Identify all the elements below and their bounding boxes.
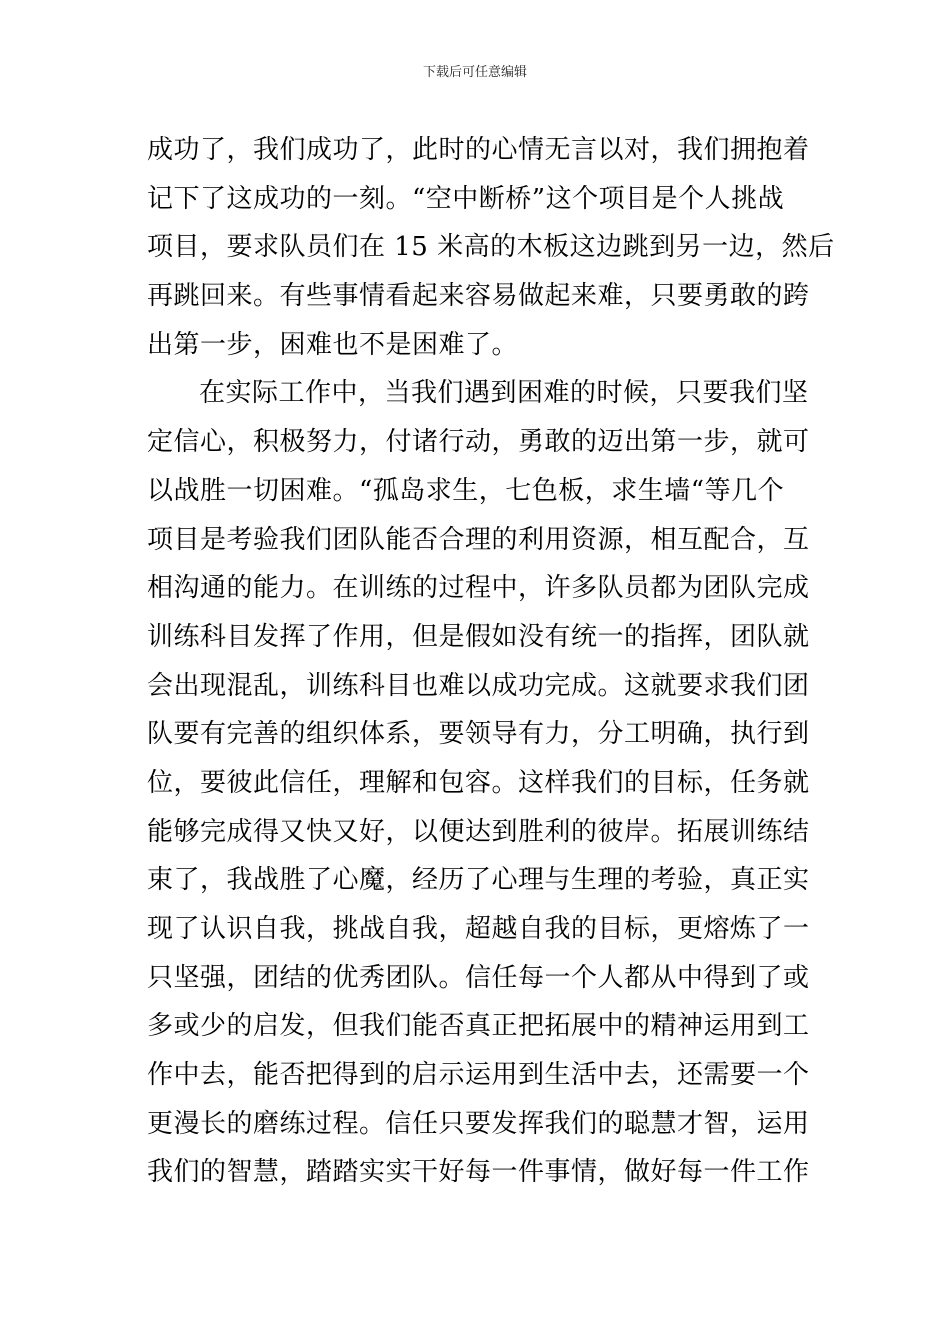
text-line: 位，要彼此信任，理解和包容。这样我们的目标，任务就 xyxy=(147,767,810,798)
text-line: 束了，我战胜了心魔，经历了心理与生理的考验，真正实 xyxy=(147,865,810,896)
text-line: 以战胜一切困难。“孤岛求生，七色板，求生墙“等几个 xyxy=(147,475,785,506)
text-line: 只坚强，团结的优秀团队。信任每一个人都从中得到了或 xyxy=(147,962,810,993)
text-line: 成功了，我们成功了，此时的心情无言以对，我们拥抱着 xyxy=(147,135,810,165)
text-line: 项目是考验我们团队能否合理的利用资源，相互配合，互 xyxy=(147,524,810,555)
text-line: 多或少的启发，但我们能否真正把拓展中的精神运用到工 xyxy=(147,1011,810,1042)
paragraph-1 xyxy=(147,126,835,369)
text-line: 队要有完善的组织体系，要领导有力，分工明确，执行到 xyxy=(147,719,810,750)
text-line: 能够完成得又快又好，以便达到胜利的彼岸。拓展训练结 xyxy=(147,816,810,847)
text-line: 训练科目发挥了作用，但是假如没有统一的指挥，团队就 xyxy=(147,621,810,652)
page-header: 下载后可任意编辑 xyxy=(422,65,527,80)
text-line: 更漫长的磨练过程。信任只要发挥我们的聪慧才智，运用 xyxy=(147,1108,810,1139)
document-body xyxy=(147,126,835,1197)
text-line: 会出现混乱，训练科目也难以成功完成。这就要求我们团 xyxy=(147,670,810,701)
text-line: 再跳回来。有些事情看起来容易做起来难，只要勇敢的跨 xyxy=(147,281,810,312)
text-line: 项目，要求队员们在 15 米高的木板这边跳到另一边，然后 xyxy=(147,232,835,263)
text-line: 定信心，积极努力，付诸行动，勇敢的迈出第一步，就可 xyxy=(147,427,810,458)
text-line: 作中去，能否把得到的启示运用到生活中去，还需要一个 xyxy=(147,1060,810,1091)
text-line: 记下了这成功的一刻。“空中断桥”这个项目是个人挑战 xyxy=(147,183,785,214)
text-line: 相沟通的能力。在训练的过程中，许多队员都为团队完成 xyxy=(147,573,810,604)
text-line: 我们的智慧，踏踏实实干好每一件事情，做好每一件工作 xyxy=(147,1157,810,1188)
text-line: 出第一步，困难也不是困难了。 xyxy=(147,329,519,360)
text-line: 在实际工作中，当我们遇到困难的时候，只要我们坚 xyxy=(199,378,809,409)
paragraph-2 xyxy=(147,369,812,1197)
text-line: 现了认识自我，挑战自我，超越自我的目标，更熔炼了一 xyxy=(147,914,810,944)
